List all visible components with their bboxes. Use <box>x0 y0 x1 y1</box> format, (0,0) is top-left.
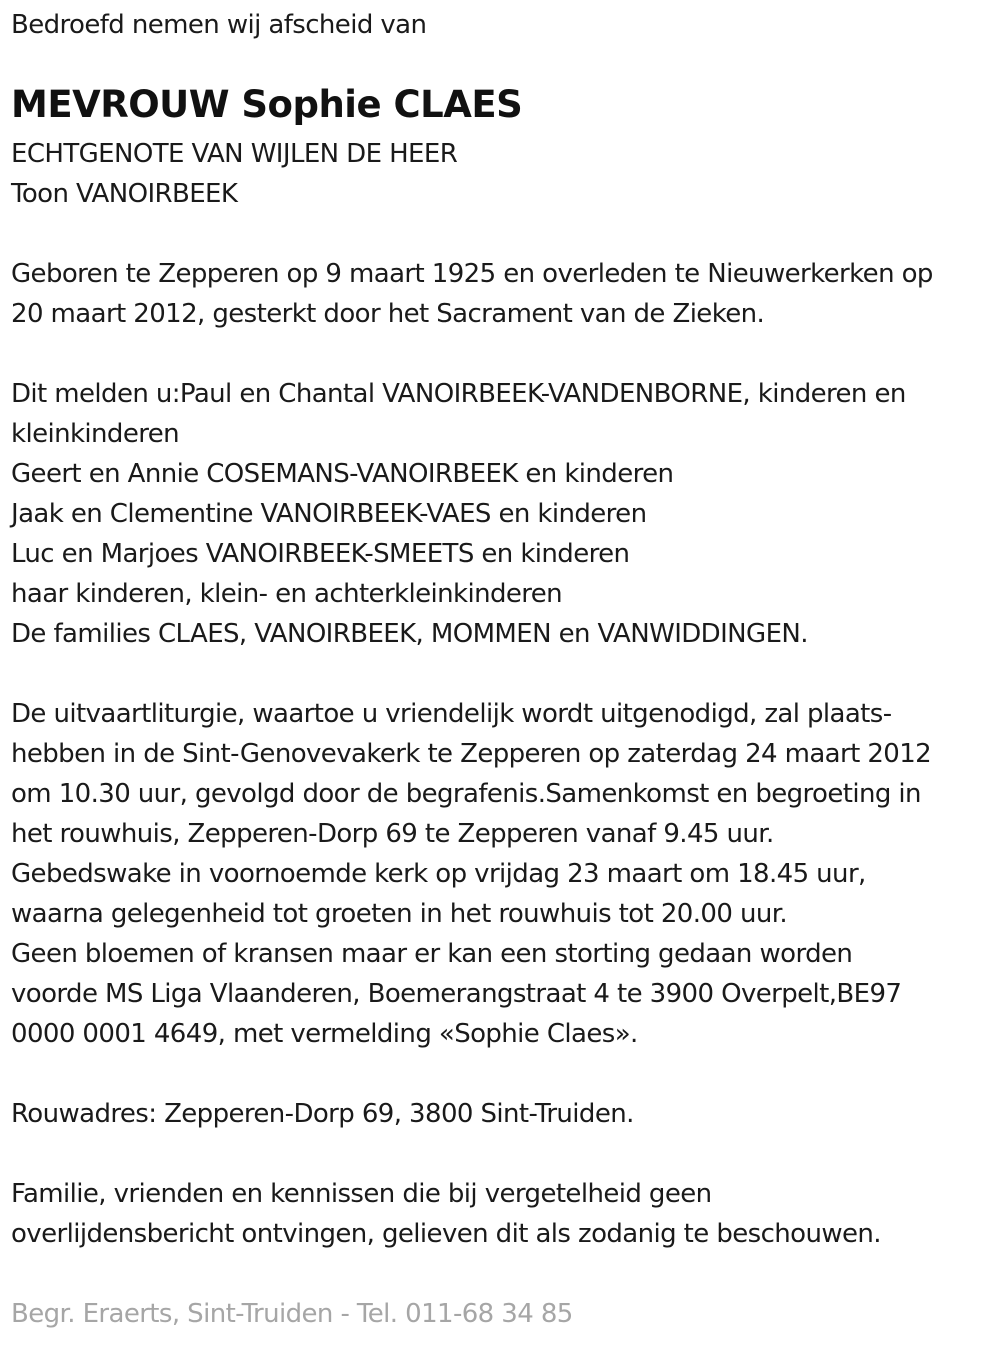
ceremony-line: Gebedswake in voornoemde kerk op vrijdag 23 maart om 18.45 uur, <box>11 859 866 889</box>
ceremony-line: De uitvaartliturgie, waartoe u vriendelijk wordt uitgenodigd, zal plaats- <box>11 699 892 729</box>
family-line: Dit melden u:Paul en Chantal VANOIRBEEK-VANDENBORNE, kinderen en <box>11 379 906 409</box>
family-line: De families CLAES, VANOIRBEEK, MOMMEN en VANWIDDINGEN. <box>11 619 808 649</box>
closing-line: Familie, vrienden en kennissen die bij vergetelheid geen <box>11 1179 712 1209</box>
family-line: Jaak en Clementine VANOIRBEEK-VAES en kinderen <box>11 499 647 529</box>
closing-line: overlijdensbericht ontvingen, gelieven dit als zodanig te beschouwen. <box>11 1219 881 1249</box>
intro-text: Bedroefd nemen wij afscheid van <box>11 10 427 40</box>
spouse-name: Toon VANOIRBEEK <box>11 179 238 209</box>
ceremony-line: 0000 0001 4649, met vermelding «Sophie Claes». <box>11 1019 638 1049</box>
ceremony-line: Geen bloemen of kransen maar er kan een storting gedaan worden <box>11 939 853 969</box>
family-line: Luc en Marjoes VANOIRBEEK-SMEETS en kinderen <box>11 539 630 569</box>
family-line: kleinkinderen <box>11 419 180 449</box>
ceremony-line: voorde MS Liga Vlaanderen, Boemerangstraat 4 te 3900 Overpelt,BE97 <box>11 979 902 1009</box>
deceased-name: MEVROUW Sophie CLAES <box>11 83 523 126</box>
mourning-address: Rouwadres: Zepperen-Dorp 69, 3800 Sint-Truiden. <box>11 1099 634 1129</box>
funeral-director-footer: Begr. Eraerts, Sint-Truiden - Tel. 011-68 34 85 <box>11 1299 573 1329</box>
ceremony-line: hebben in de Sint-Genovevakerk te Zepperen op zaterdag 24 maart 2012 <box>11 739 932 769</box>
relation-line: ECHTGENOTE VAN WIJLEN DE HEER <box>11 139 458 169</box>
ceremony-line: om 10.30 uur, gevolgd door de begrafenis.Samenkomst en begroeting in <box>11 779 921 809</box>
birth-death-line: 20 maart 2012, gesterkt door het Sacrament van de Zieken. <box>11 299 765 329</box>
family-line: Geert en Annie COSEMANS-VANOIRBEEK en kinderen <box>11 459 674 489</box>
ceremony-line: het rouwhuis, Zepperen-Dorp 69 te Zepperen vanaf 9.45 uur. <box>11 819 774 849</box>
family-line: haar kinderen, klein- en achterkleinkinderen <box>11 579 563 609</box>
birth-death-line: Geboren te Zepperen op 9 maart 1925 en overleden te Nieuwerkerken op <box>11 259 933 289</box>
ceremony-line: waarna gelegenheid tot groeten in het rouwhuis tot 20.00 uur. <box>11 899 788 929</box>
